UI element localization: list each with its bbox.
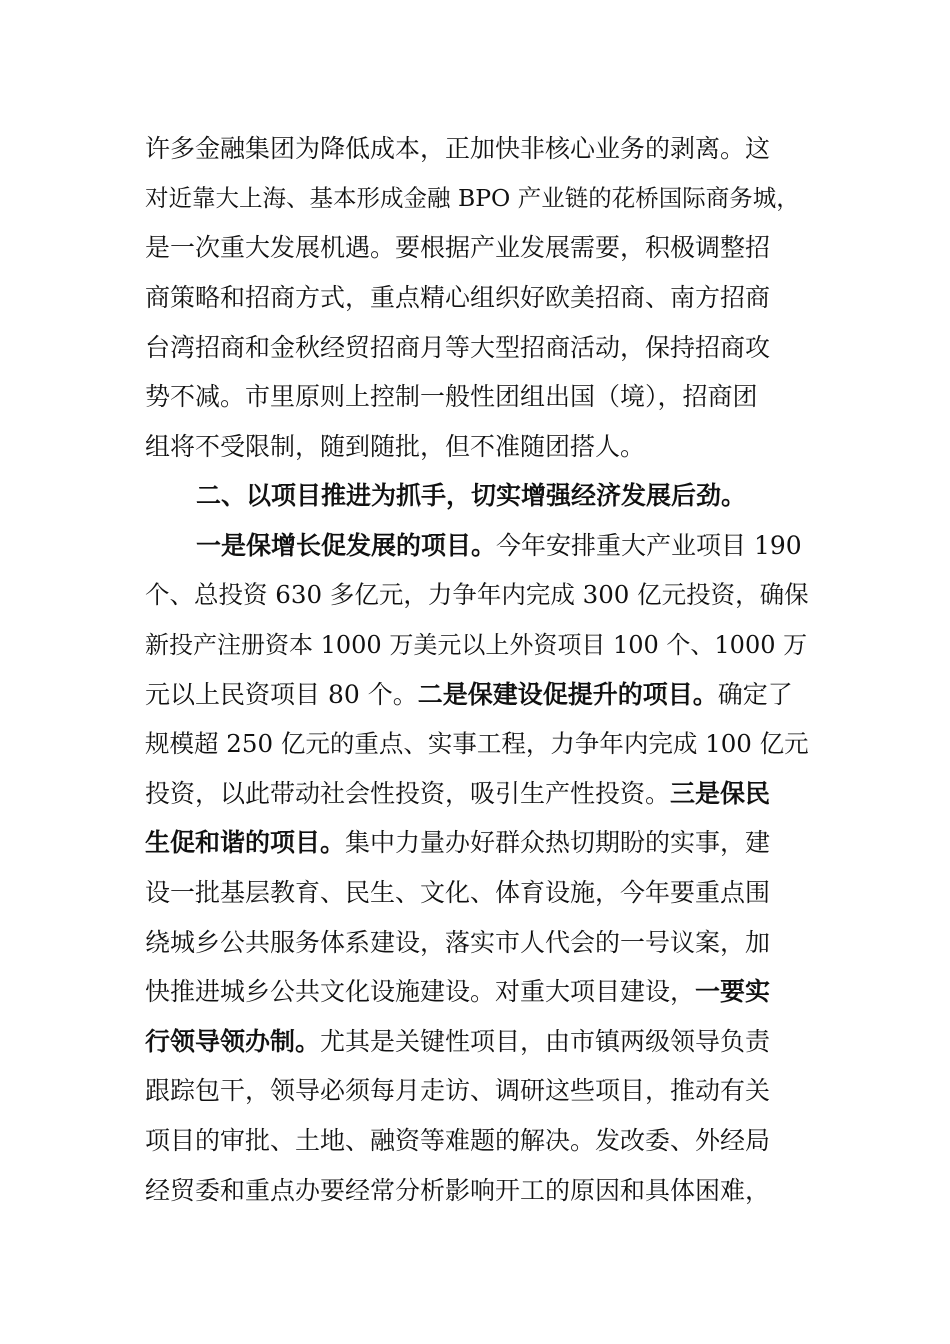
text-line-11: [145, 625, 810, 665]
text-run: 跟踪包干，领导必须每月走访、调研这些项目，推动有关: [145, 1076, 771, 1105]
text-run: 是一次重大发展机遇。要根据产业发展需要，积极调整招: [145, 233, 771, 262]
text-line-10: [145, 575, 810, 615]
text-run: 商策略和招商方式，重点精心组织好欧美招商、南方招商: [145, 283, 771, 312]
heading-text: 二、以项目推进为抓手，切实增强经济发展后劲。: [196, 481, 747, 510]
text-line-13: [145, 724, 810, 764]
text-run: 确定了: [717, 680, 793, 709]
text-run: 投资，以此带动社会性投资，吸引生产性投资。: [145, 779, 671, 808]
text-run: 设一批基层教育、民生、文化、体育设施，今年要重点围: [145, 878, 771, 907]
text-run: 经贸委和重点办要经常分析影响开工的原因和具体困难，: [145, 1176, 771, 1205]
bold-run: 二是保建设促提升的项目。: [417, 680, 718, 709]
text-run: 项目的审批、土地、融资等难题的解决。发改委、外经局: [145, 1126, 771, 1155]
text-run: 元以上民资项目 80 个。: [145, 680, 418, 709]
text-run: 绕城乡公共服务体系建设，落实市人代会的一号议案，加: [145, 928, 771, 957]
section-heading: [196, 476, 861, 516]
text-line-14: [145, 774, 810, 814]
bold-run: 一要实: [695, 977, 771, 1006]
text-line-3: [145, 228, 810, 268]
bold-run: 三是保民: [670, 779, 771, 808]
text-line-15: [145, 823, 810, 863]
text-run: 今年安排重大产业项目 190: [496, 531, 802, 560]
text-run: 快推进城乡公共文化设施建设。对重大项目建设，: [145, 977, 696, 1006]
text-line-6: [145, 377, 810, 417]
text-line-21: [145, 1121, 810, 1161]
text-run: 集中力量办好群众热切期盼的实事，建: [345, 828, 771, 857]
text-line-1: [145, 129, 810, 169]
text-line-12: [145, 675, 810, 715]
text-line-18: [145, 972, 810, 1012]
bold-run: 生促和谐的项目。: [145, 828, 346, 857]
text-run: 对近靠大上海、基本形成金融 BPO 产业链的花桥国际商务城，: [145, 184, 800, 212]
text-run: 尤其是关键性项目，由市镇两级领导负责: [320, 1027, 771, 1056]
text-run: 个、总投资 630 多亿元，力争年内完成 300 亿元投资，确保: [145, 580, 809, 609]
text-line-9: [196, 526, 861, 566]
text-line-7: [145, 427, 810, 467]
text-run: 规模超 250 亿元的重点、实事工程，力争年内完成 100 亿元: [145, 729, 809, 758]
bold-run: 一是保增长促发展的项目。: [196, 531, 497, 560]
text-run: 台湾招商和金秋经贸招商月等大型招商活动，保持招商攻: [145, 333, 771, 362]
text-line-5: [145, 328, 810, 368]
text-line-2: [145, 178, 810, 218]
text-line-20: [145, 1071, 810, 1111]
text-line-4: [145, 278, 810, 318]
text-line-16: [145, 873, 810, 913]
text-line-22: [145, 1171, 810, 1211]
text-line-17: [145, 923, 810, 963]
bold-run: 行领导领办制。: [145, 1027, 321, 1056]
text-run: 新投产注册资本 1000 万美元以上外资项目 100 个、1000 万: [145, 631, 808, 659]
text-run: 许多金融集团为降低成本，正加快非核心业务的剥离。这: [145, 134, 771, 163]
text-run: 势不减。市里原则上控制一般性团组出国（境），招商团: [145, 382, 758, 411]
text-run: 组将不受限制，随到随批，但不准随团搭人。: [145, 432, 646, 461]
text-line-19: [145, 1022, 810, 1062]
